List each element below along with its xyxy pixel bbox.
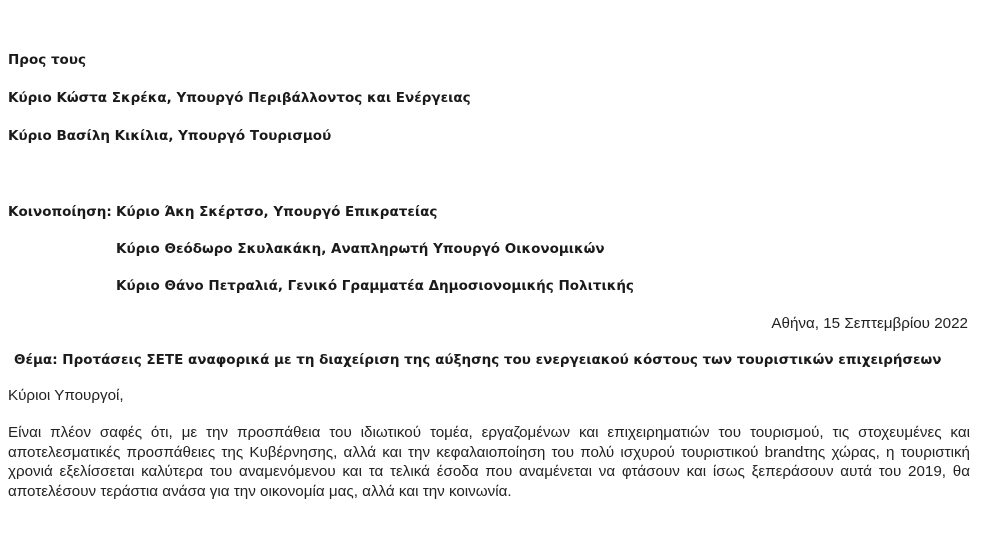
letter-body-paragraph: Είναι πλέον σαφές ότι, με την προσπάθεια του ιδιωτικού τομέα, εργαζομένων και επιχειρηματιών του τουρισμού, τις στοχευμένες και αποτελεσματικές προσπάθειες της Κυβέρνησης, αλλά και την κεφαλαιοποίηση του πολύ ισχυρού τουριστικού brandτης χώρας, η τουριστική χρονιά εξελίσσεται καλύτερα του αναμενόμενου και τα τελικά έσοδα που αναμένεται να φτάσουν και ίσως ξεπεράσουν αυτά του 2019, θα αποτελέσουν τεράστια ανάσα για την οικονομία μας, αλλά και την κοινωνία. [8, 424, 970, 500]
cc-label: Κοινοποίηση: [8, 204, 112, 220]
letter-date: Αθήνα, 15 Σεπτεμβρίου 2022 [771, 315, 968, 332]
recipient-line: Κύριο Κώστα Σκρέκα, Υπουργό Περιβάλλοντος και Ενέργειας [8, 90, 471, 106]
letter-subject: Θέμα: Προτάσεις ΣΕΤΕ αναφορικά με τη διαχείριση της αύξησης του ενεργειακού κόστους των τουριστικών επιχειρήσεων [14, 352, 942, 368]
recipient-line: Κύριο Βασίλη Κικίλια, Υπουργό Τουρισμού [8, 128, 332, 144]
cc-line: Κύριο Θάνο Πετραλιά, Γενικό Γραμματέα Δημοσιονομικής Πολιτικής [116, 278, 634, 294]
cc-line: Κύριο Άκη Σκέρτσο, Υπουργό Επικρατείας [116, 204, 438, 220]
cc-line: Κύριο Θεόδωρο Σκυλακάκη, Αναπληρωτή Υπουργό Οικονομικών [116, 241, 605, 257]
letter-salutation: Κύριοι Υπουργοί, [8, 387, 124, 404]
recipients-heading: Προς τους [8, 52, 86, 68]
